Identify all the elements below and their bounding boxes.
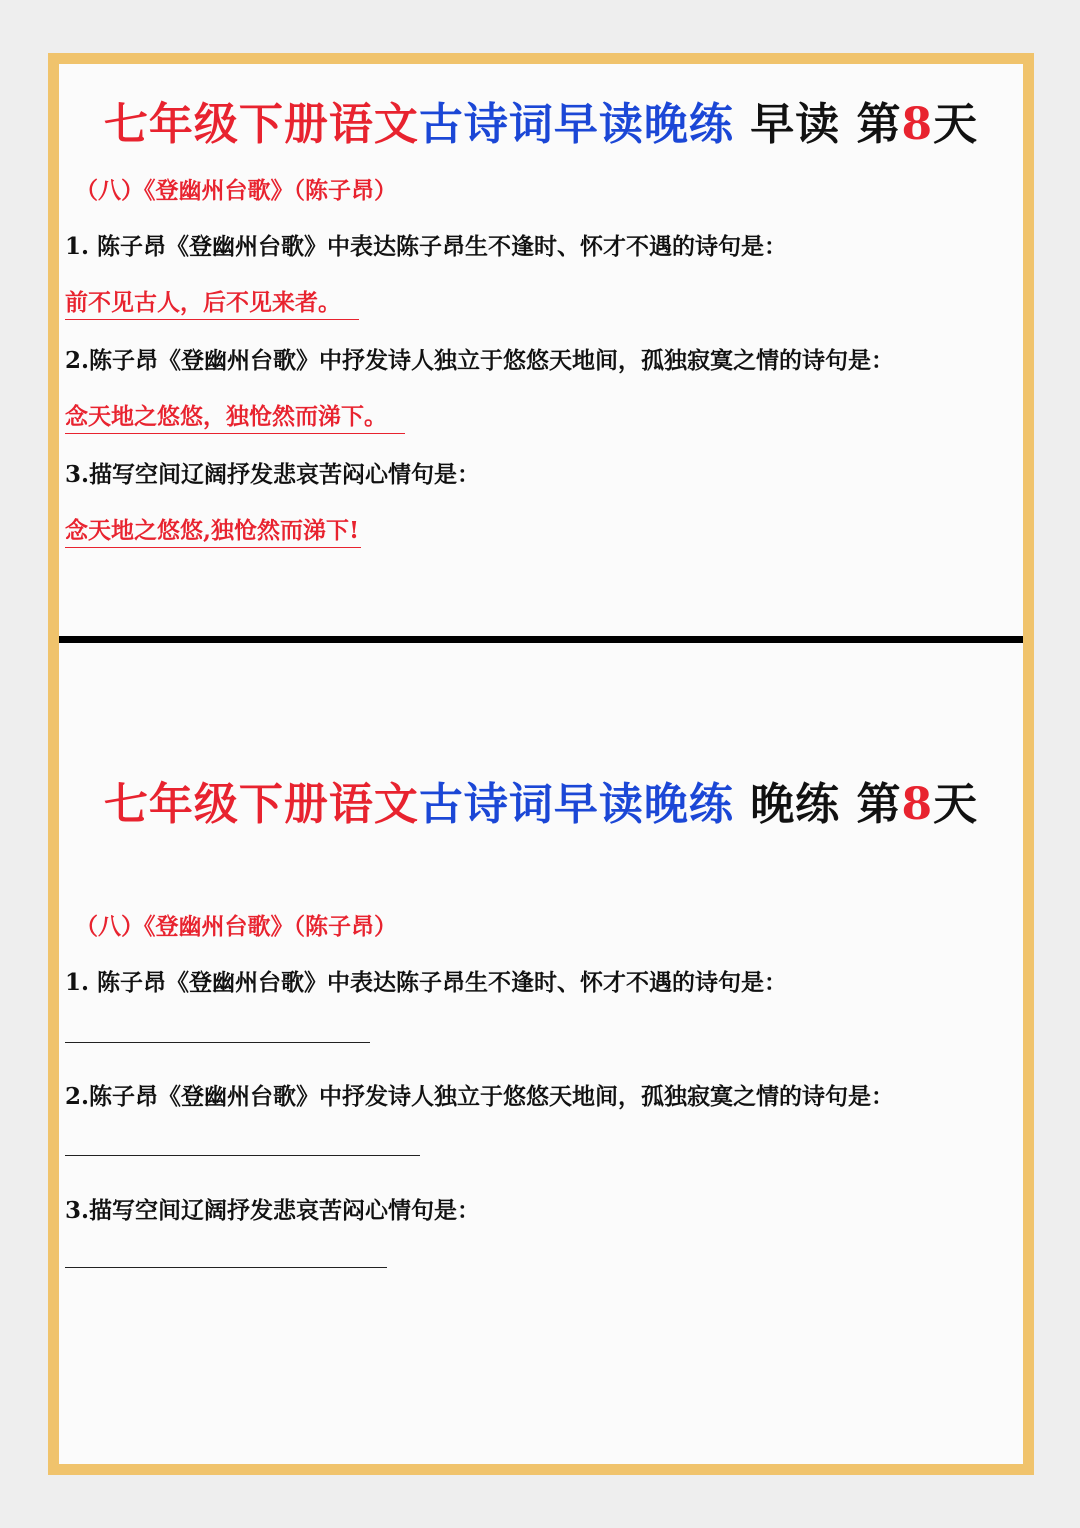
section-divider: [59, 636, 1023, 643]
title-mode: 晚练: [750, 779, 841, 830]
answer-2: 念天地之悠悠，独怆然而涕下。: [65, 398, 405, 434]
question-3: 3.描写空间辽阔抒发悲哀苦闷心情句是：: [65, 461, 481, 488]
title-grade: 七年级下册语文: [103, 99, 419, 150]
title-series: 古诗词早读晚练: [418, 779, 734, 830]
title-day-number: 8: [901, 779, 934, 830]
poem-subheading: （八）《登幽州台歌》（陈子昂）: [75, 913, 397, 940]
title-day-prefix: 第: [856, 99, 902, 150]
title-day-suffix: 天: [933, 99, 979, 150]
answer-3: 念天地之悠悠,独怆然而涕下!: [65, 512, 361, 548]
answer-blank-3[interactable]: [65, 1267, 387, 1268]
poem-subheading: （八）《登幽州台歌》（陈子昂）: [75, 177, 397, 204]
question-2: 2.陈子昂《登幽州台歌》中抒发诗人独立于悠悠天地间，孤独寂寞之情的诗句是：: [65, 347, 895, 374]
title-day-prefix: 第: [856, 779, 902, 830]
evening-title: [59, 768, 1023, 832]
answer-blank-1[interactable]: [65, 1042, 370, 1043]
answer-1: 前不见古人，后不见来者。: [65, 284, 359, 320]
question-1: 1. 陈子昂《登幽州台歌》中表达陈子昂生不逢时、怀才不遇的诗句是：: [65, 969, 788, 996]
question-2: 2.陈子昂《登幽州台歌》中抒发诗人独立于悠悠天地间，孤独寂寞之情的诗句是：: [65, 1083, 895, 1110]
morning-title: [59, 88, 1023, 152]
title-day-suffix: 天: [933, 779, 979, 830]
question-3: 3.描写空间辽阔抒发悲哀苦闷心情句是：: [65, 1197, 481, 1224]
worksheet-frame: [48, 53, 1034, 1475]
title-mode: 早读: [750, 99, 841, 150]
title-grade: 七年级下册语文: [103, 779, 419, 830]
answer-blank-2[interactable]: [65, 1155, 420, 1156]
question-1: 1. 陈子昂《登幽州台歌》中表达陈子昂生不逢时、怀才不遇的诗句是：: [65, 233, 788, 260]
title-day-number: 8: [901, 99, 934, 150]
title-series: 古诗词早读晚练: [418, 99, 734, 150]
